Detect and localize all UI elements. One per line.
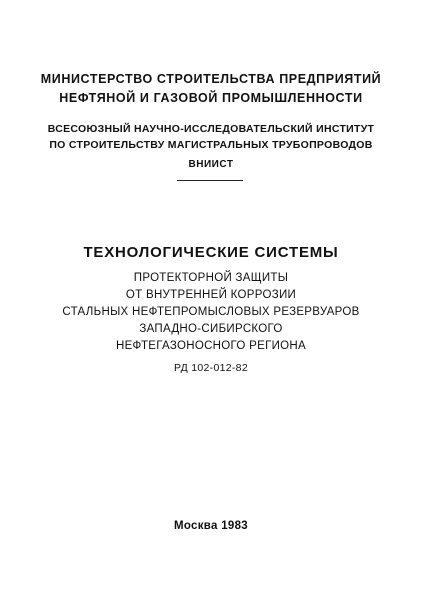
- subtitle-line-2: ОТ ВНУТРЕННЕЙ КОРРОЗИИ: [125, 289, 297, 301]
- separator-rule: [177, 180, 243, 181]
- ministry-name-line-1: МИНИСТЕРСТВО СТРОИТЕЛЬСТВА ПРЕДПРИЯТИЙ: [40, 72, 382, 86]
- ministry-name-line-2: НЕФТЯНОЙ И ГАЗОВОЙ ПРОМЫШЛЕННОСТИ: [59, 91, 363, 105]
- document-title: ТЕХНОЛОГИЧЕСКИЕ СИСТЕМЫ: [83, 244, 339, 261]
- institute-name-line-2: ПО СТРОИТЕЛЬСТВУ МАГИСТРАЛЬНЫХ ТРУБОПРОВОДОВ: [49, 139, 373, 151]
- institute-abbreviation: ВНИИСТ: [188, 159, 234, 170]
- subtitle-line-4: ЗАПАДНО-СИБИРСКОГО: [139, 323, 283, 335]
- subtitle-line-5: НЕФТЕГАЗОНОСНОГО РЕГИОНА: [115, 340, 306, 352]
- subtitle-line-3: СТАЛЬНЫХ НЕФТЕПРОМЫСЛОВЫХ РЕЗЕРВУАРОВ: [62, 306, 360, 318]
- institute-name-line-1: ВСЕСОЮЗНЫЙ НАУЧНО-ИССЛЕДОВАТЕЛЬСКИЙ ИНСТИТУТ: [47, 123, 375, 135]
- document-code: РД 102-012-82: [174, 362, 248, 374]
- subtitle-line-1: ПРОТЕКТОРНОЙ ЗАЩИТЫ: [133, 272, 289, 284]
- publication-place-year: Москва 1983: [174, 520, 248, 532]
